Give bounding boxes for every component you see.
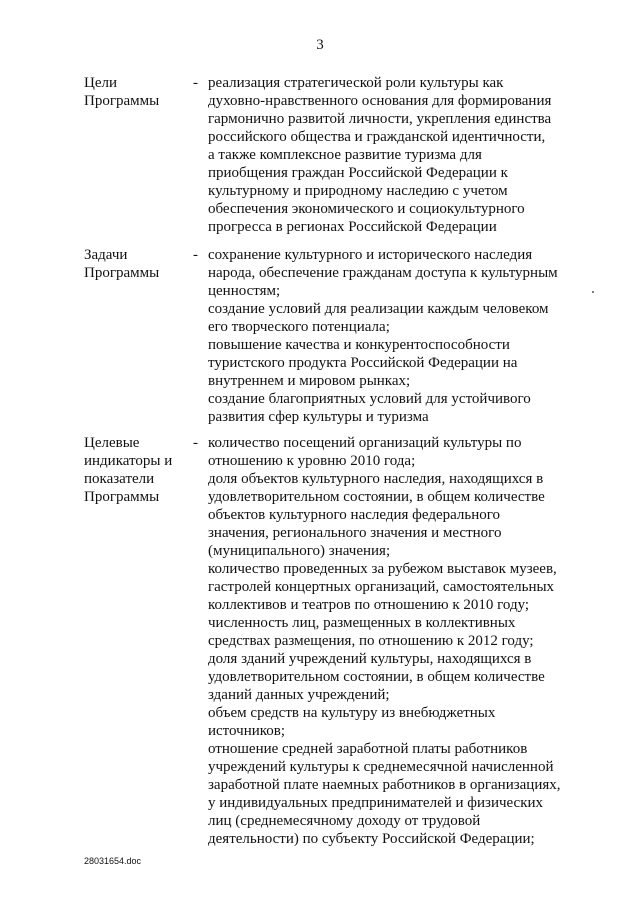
scan-speck — [592, 291, 594, 293]
text-line: культурному и природному наследию с учетом — [208, 183, 508, 199]
text-line: а также комплексное развитие туризма для — [208, 147, 482, 163]
text-line: отношению к уровню 2010 года; — [208, 453, 416, 469]
list-dash: - — [193, 247, 198, 263]
text-line: духовно-нравственного основания для формирования — [208, 93, 552, 109]
text-line: удовлетворительном состоянии, в общем количестве — [208, 669, 545, 685]
text-line: источников; — [208, 723, 286, 739]
text-line: численность лиц, размещенных в коллективных — [208, 615, 516, 631]
text-line: туристского продукта Российской Федерации на — [208, 355, 518, 371]
label-line: Цели — [84, 75, 118, 91]
text-line: развития сфер культуры и туризма — [208, 409, 429, 425]
text-line: гармонично развитой личности, укрепления единства — [208, 111, 552, 127]
label-line: индикаторы и — [84, 453, 173, 469]
text-line: учреждений культуры к среднемесячной начисленной — [208, 759, 554, 775]
text-line: лиц (среднемесячному доходу от трудовой — [208, 813, 481, 829]
text-line: количество посещений организаций культуры по — [208, 435, 522, 451]
text-line: создание условий для реализации каждым человеком — [208, 301, 549, 317]
text-line: обеспечения экономического и социокультурного — [208, 201, 525, 217]
text-line: количество проведенных за рубежом выставок музеев, — [208, 561, 557, 577]
text-line: внутреннем и мировом рынках; — [208, 373, 411, 389]
section-content-indicators — [208, 434, 580, 848]
text-line: объем средств на культуру из внебюджетных — [208, 705, 496, 721]
footer-filename: 28031654.doc — [84, 856, 142, 866]
label-line: показатели — [84, 471, 155, 487]
section-label-indicators — [84, 434, 184, 506]
text-line: прогресса в регионах Российской Федерации — [208, 219, 497, 235]
text-line: доля объектов культурного наследия, находящихся в — [208, 471, 544, 487]
label-line: Программы — [84, 93, 160, 109]
text-line: сохранение культурного и исторического наследия — [208, 247, 533, 263]
text-line: приобщения граждан Российской Федерации к — [208, 165, 508, 181]
text-line: средствах размещения, по отношению к 2012 году; — [208, 633, 534, 649]
text-line: объектов культурного наследия федерального — [208, 507, 501, 523]
section-label-goals — [84, 74, 184, 110]
text-line: значения, регионального значения и местного — [208, 525, 502, 541]
text-line: народа, обеспечение гражданам доступа к культурным — [208, 265, 558, 281]
text-line: удовлетворительном состоянии, в общем количестве — [208, 489, 545, 505]
text-line: зданий данных учреждений; — [208, 687, 390, 703]
text-line: коллективов и театров по отношению к 2010 году; — [208, 597, 530, 613]
label-line: Программы — [84, 265, 160, 281]
label-line: Задачи — [84, 247, 128, 263]
list-dash: - — [193, 435, 198, 451]
text-line: создание благоприятных условий для устойчивого — [208, 391, 531, 407]
label-line: Программы — [84, 489, 160, 505]
page-number: 3 — [316, 37, 324, 53]
text-line: у индивидуальных предпринимателей и физических — [208, 795, 544, 811]
text-line: (муниципального) значения; — [208, 543, 391, 559]
text-line: деятельности) по субъекту Российской Федерации; — [208, 831, 535, 847]
list-dash: - — [193, 75, 198, 91]
label-line: Целевые — [84, 435, 140, 451]
text-line: заработной плате наемных работников в организациях, — [208, 777, 561, 793]
section-content-tasks — [208, 246, 580, 426]
section-content-goals — [208, 74, 580, 236]
text-line: отношение средней заработной платы работников — [208, 741, 528, 757]
section-label-tasks — [84, 246, 184, 282]
text-line: российского общества и гражданской идентичности, — [208, 129, 546, 145]
text-line: реализация стратегической роли культуры как — [208, 75, 504, 91]
text-line: гастролей концертных организаций, самостоятельных — [208, 579, 555, 595]
text-line: его творческого потенциала; — [208, 319, 390, 335]
text-line: доля зданий учреждений культуры, находящихся в — [208, 651, 532, 667]
text-line: повышение качества и конкурентоспособности — [208, 337, 510, 353]
text-line: ценностям; — [208, 283, 281, 299]
